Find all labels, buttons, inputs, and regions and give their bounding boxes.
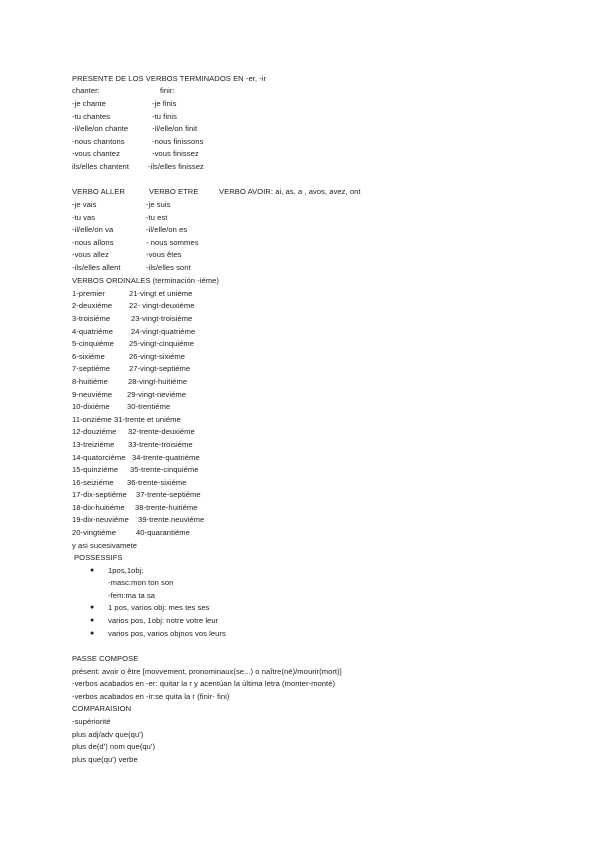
ordinal-right: 25-vingt-cinquiéme bbox=[129, 339, 195, 348]
ordinales-footer: y asi sucesivamete bbox=[72, 541, 138, 550]
passe-line: -verbos acabados en -ir:se quita la r (finir- fini) bbox=[72, 692, 230, 701]
ordinal-left: 8-huitiéme bbox=[72, 377, 108, 386]
finir-heading: finir: bbox=[160, 86, 175, 95]
finir-line: -ils/elles finissez bbox=[148, 162, 204, 171]
avoir-heading: VERBO AVOIR: ai, as, a , avos, avez, ont bbox=[219, 187, 361, 196]
ordinal-left: 5-cinquiéme bbox=[72, 339, 114, 348]
ordinal-left: 12-douziéme bbox=[72, 427, 117, 436]
comparaison-line: plus adj/adv que(qu') bbox=[72, 730, 144, 739]
finir-line: -il/elle/on finit bbox=[152, 124, 198, 133]
ordinales-title: VERBOS ORDINALES (terminación -iéme) bbox=[72, 276, 219, 285]
possessif-subitem: -fem:ma ta sa bbox=[108, 591, 156, 600]
ordinal-right: 35-trente-cinquiéme bbox=[130, 465, 199, 474]
comparaison-line: plus de(d') nom que(qu') bbox=[72, 742, 156, 751]
ordinal-left: 6-sixiéme bbox=[72, 352, 105, 361]
aller-line: -je vais bbox=[72, 200, 97, 209]
bullet-icon: ● bbox=[90, 567, 95, 574]
presente-title: PRESENTE DE LOS VERBOS TERMINADOS EN -er, -ir bbox=[72, 74, 267, 83]
possessifs-title: POSSESSIFS bbox=[74, 553, 123, 562]
ordinal-right: 32-trente-deuxiéme bbox=[128, 427, 195, 436]
ordinal-right: 33-trente-troisiéme bbox=[128, 440, 193, 449]
passe-line: présent: avoir o être [movvement, pronominaux(se...) o naître(né)/mourir(mort)] bbox=[72, 667, 342, 676]
passe-title: PASSE COMPOSE bbox=[72, 654, 139, 663]
ordinal-right: 31-trente et uniéme bbox=[114, 415, 181, 424]
ordinal-right: 34-trente-quatriéme bbox=[132, 453, 200, 462]
bullet-icon: ● bbox=[90, 617, 95, 624]
aller-line: -nous allons bbox=[72, 238, 114, 247]
etre-line: - nous sommes bbox=[146, 238, 199, 247]
aller-line: -il/elle/on va bbox=[72, 225, 114, 234]
etre-line: -il/elle/on es bbox=[146, 225, 188, 234]
possessif-item: varios pos, 1obj: notre votre leur bbox=[108, 616, 219, 625]
chanter-line: -je chante bbox=[72, 99, 106, 108]
ordinal-left: 17-dix-septiéme bbox=[72, 490, 127, 499]
aller-line: -tu vas bbox=[72, 213, 96, 222]
ordinal-right: 22- vingt-deuxiéme bbox=[129, 301, 195, 310]
possessif-item: varios pos, varios objnos vos leurs bbox=[108, 629, 226, 638]
etre-line: -tu est bbox=[146, 213, 168, 222]
ordinal-left: 4-quatriéme bbox=[72, 327, 114, 336]
chanter-line: -tu chantes bbox=[72, 112, 111, 121]
aller-heading: VERBO ALLER bbox=[72, 187, 125, 196]
chanter-line: -il/elle/on chante bbox=[72, 124, 129, 133]
etre-line: -vous êtes bbox=[146, 250, 182, 259]
ordinal-right: 40-quarantiéme bbox=[136, 528, 190, 537]
chanter-line: -vous chantez bbox=[72, 149, 120, 158]
ordinal-left: 10-dixiéme bbox=[72, 402, 110, 411]
ordinal-left: 7-septiéme bbox=[72, 364, 111, 373]
ordinal-left: 2-deuxiéme bbox=[72, 301, 113, 310]
finir-line: -nous finissons bbox=[152, 137, 204, 146]
ordinal-right: 30-trentiéme bbox=[127, 402, 171, 411]
ordinal-right: 29-vingt-neviéme bbox=[127, 390, 187, 399]
bullet-icon: ● bbox=[90, 604, 95, 611]
chanter-line: -nous chantons bbox=[72, 137, 125, 146]
ordinal-right: 26-vingt-sixiéme bbox=[129, 352, 186, 361]
ordinal-left: 1-premier bbox=[72, 289, 105, 298]
possessif-item: 1pos,1obj: bbox=[108, 566, 144, 575]
etre-heading: VERBO ETRE bbox=[149, 187, 199, 196]
finir-line: -tu finis bbox=[152, 112, 177, 121]
ordinal-left: 20-vingtiéme bbox=[72, 528, 117, 537]
chanter-line: ils/elles chantent bbox=[72, 162, 130, 171]
ordinal-right: 28-vingt-huitiéme bbox=[128, 377, 188, 386]
passe-line: -verbos acabados en -er: quitar la r y acentúan la última letra (monter-monté) bbox=[72, 679, 336, 688]
etre-line: -ils/elles sont bbox=[146, 263, 191, 272]
chanter-heading: chanter: bbox=[72, 86, 100, 95]
bullet-icon: ● bbox=[90, 630, 95, 637]
ordinal-right: 24-vingt-quatriéme bbox=[131, 327, 196, 336]
ordinal-left: 18-dix-huitiéme bbox=[72, 503, 125, 512]
comparaison-title: COMPARAISION bbox=[72, 704, 132, 713]
comparaison-line: plus que(qu') verbe bbox=[72, 755, 138, 764]
aller-line: -ils/elles allent bbox=[72, 263, 121, 272]
ordinal-right: 38-trente-huitiéme bbox=[135, 503, 198, 512]
ordinal-left: 11-onziéme bbox=[72, 415, 112, 424]
ordinal-left: 3-troisiéme bbox=[72, 314, 111, 323]
aller-line: -vous allez bbox=[72, 250, 109, 259]
finir-line: -vous finissez bbox=[152, 149, 199, 158]
possessif-subitem: -masc:mon ton son bbox=[108, 578, 174, 587]
ordinal-right: 23-vingt-troisiéme bbox=[131, 314, 193, 323]
etre-line: -je suis bbox=[146, 200, 171, 209]
ordinal-right: 27-vingt-septiéme bbox=[129, 364, 191, 373]
ordinal-right: 36-trente-sixiéme bbox=[127, 478, 187, 487]
ordinal-left: 15-quinziéme bbox=[72, 465, 119, 474]
ordinal-right: 21-vingt et uniéme bbox=[129, 289, 193, 298]
ordinal-left: 9-neuviéme bbox=[72, 390, 113, 399]
ordinal-left: 14-quatorciéme bbox=[72, 453, 126, 462]
finir-line: -je finis bbox=[152, 99, 177, 108]
possessif-item: 1 pos, varios obj: mes tes ses bbox=[108, 603, 210, 612]
comparaison-line: -supériorité bbox=[72, 717, 111, 726]
ordinal-left: 13-treiziéme bbox=[72, 440, 115, 449]
ordinal-left: 16-seiziéme bbox=[72, 478, 114, 487]
ordinal-right: 37-trente-septiéme bbox=[136, 490, 201, 499]
ordinal-right: 39-trente.neuviéme bbox=[138, 515, 205, 524]
ordinal-left: 19-dix-neuviéme bbox=[72, 515, 129, 524]
